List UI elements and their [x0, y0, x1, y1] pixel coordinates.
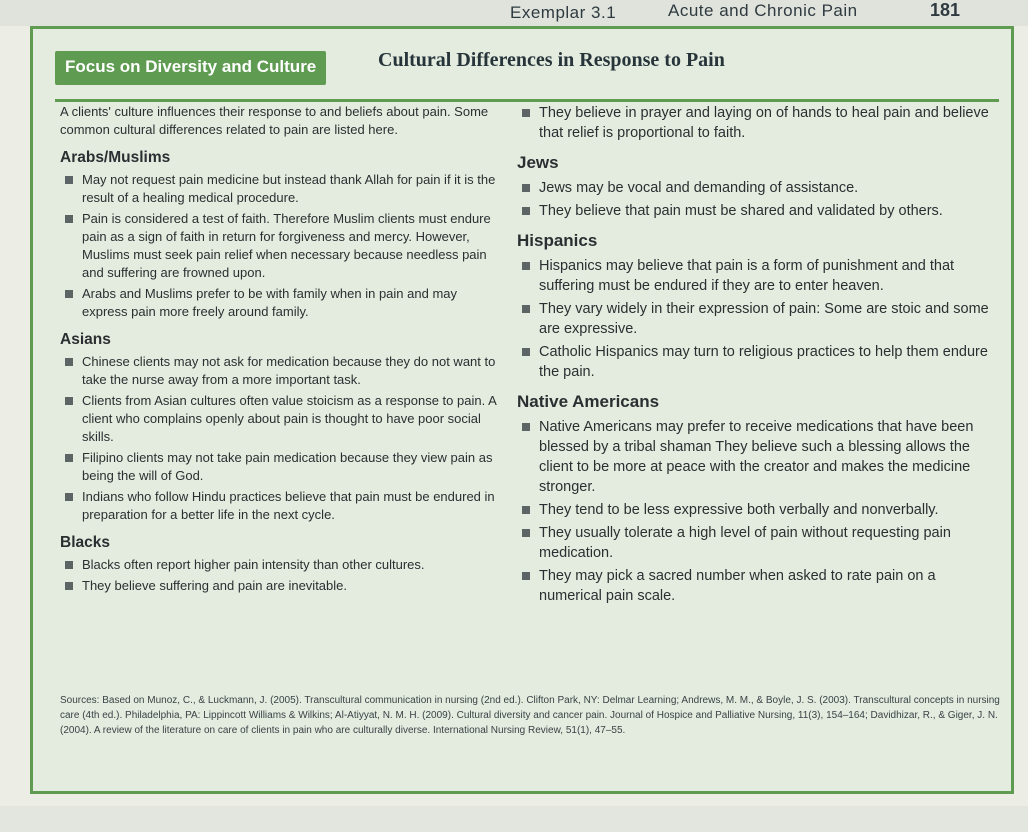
list-item	[60, 285, 500, 321]
item-text: Chinese clients may not ask for medication because they do not want to take the nurse away from a more important task.	[82, 354, 496, 387]
item-text: They believe that pain must be shared and validated by others.	[539, 203, 943, 219]
left-sections	[60, 149, 500, 595]
intro-text: A clients' culture influences their response to and beliefs about pain. Some common cultural differences related to pain are listed here.	[60, 104, 489, 137]
section-hispanics	[517, 231, 997, 382]
item-text: Native Americans may prefer to receive medications that have been blessed by a tribal shaman They believe such a blessing allows the client to be more at peace with the creator and makes the medicine stronger.	[539, 419, 974, 495]
section-heading: Asians	[60, 331, 111, 348]
list-item	[517, 178, 997, 198]
bullet-square-icon	[65, 493, 73, 501]
section-blacks	[60, 534, 500, 595]
section-heading: Jews	[517, 153, 559, 172]
left-column	[60, 103, 500, 598]
bullet-square-icon	[522, 572, 530, 580]
list-item	[517, 256, 997, 296]
section-native-americans	[517, 392, 997, 606]
list-item	[517, 201, 997, 221]
section-heading: Hispanics	[517, 231, 598, 250]
item-text: Blacks often report higher pain intensity than other cultures.	[82, 557, 425, 572]
bullet-square-icon	[522, 305, 530, 313]
item-text: May not request pain medicine but instead thank Allah for pain if it is the result of a healing medical procedure.	[82, 172, 496, 205]
bullet-square-icon	[65, 215, 73, 223]
list-item	[517, 103, 997, 143]
item-text: They tend to be less expressive both verbally and nonverbally.	[539, 502, 939, 518]
list-item	[60, 577, 500, 595]
item-text: Arabs and Muslims prefer to be with family when in pain and may express pain more freely around family.	[82, 286, 458, 319]
list-item	[60, 449, 500, 485]
bullet-square-icon	[65, 454, 73, 462]
box-title: Cultural Differences in Response to Pain	[378, 49, 725, 71]
item-text: They believe in prayer and laying on of hands to heal pain and believe that relief is proportional to faith.	[539, 105, 989, 141]
list-item	[60, 210, 500, 282]
section-heading: Arabs/Muslims	[60, 149, 171, 166]
bullet-square-icon	[65, 582, 73, 590]
item-text: They vary widely in their expression of pain: Some are stoic and some are expressive.	[539, 301, 989, 337]
bullet-square-icon	[65, 176, 73, 184]
page-bottom	[0, 806, 1028, 832]
item-text: They believe suffering and pain are inevitable.	[82, 578, 347, 593]
focus-tab: Focus on Diversity and Culture	[55, 51, 326, 85]
bullet-square-icon	[522, 262, 530, 270]
item-text: They may pick a sacred number when asked to rate pain on a numerical pain scale.	[539, 568, 936, 604]
item-text: Filipino clients may not take pain medication because they view pain as being the will of God.	[82, 450, 493, 483]
item-text: They usually tolerate a high level of pain without requesting pain medication.	[539, 525, 951, 561]
list-item	[60, 556, 500, 574]
item-text: Indians who follow Hindu practices believe that pain must be endured in preparation for a better life in the next cycle.	[82, 489, 495, 522]
culture-box	[30, 26, 1014, 794]
bullet-square-icon	[65, 397, 73, 405]
list-item	[517, 566, 997, 606]
item-text: Catholic Hispanics may turn to religious practices to help them endure the pain.	[539, 344, 988, 380]
right-column	[517, 103, 997, 609]
bullet-square-icon	[65, 561, 73, 569]
list-item	[517, 523, 997, 563]
sources-citation: Sources: Based on Munoz, C., & Luckmann, J. (2005). Transcultural communication in nursing (2nd ed.). Clifton Park, NY: Delmar Learning; Andrews, M. M., & Boyle, J. S. (2003). Transcultural concepts in nursing care (4th ed.). Philadelphia, PA: Lippincott Williams & Wilkins; Al-Atiyyat, N. M. H. (2009). Cultural diversity and cancer pain. Journal of Hospice and Palliative Nursing, 11(3), 154–164; Davidhizar, R., & Giger, J. N. (2004). A review of the literature on care of clients in pain who are culturally diverse. International Nursing Review, 51(1), 47–55.	[60, 695, 1000, 736]
item-text: Clients from Asian cultures often value stoicism as a response to pain. A client who complains openly about pain is thought to have poor social skills.	[82, 393, 497, 444]
item-text: Pain is considered a test of faith. Therefore Muslim clients must endure pain as a sign of faith in return for forgiveness and mercy. However, Muslims must seek pain relief when necessary because needless pain and suffering are frowned upon.	[82, 211, 491, 280]
section-jews	[517, 153, 997, 221]
item-text: Hispanics may believe that pain is a form of punishment and that suffering must be endured if they are to enter heaven.	[539, 258, 955, 294]
bullet-square-icon	[522, 506, 530, 514]
list-item	[517, 342, 997, 382]
list-item	[60, 353, 500, 389]
bullet-square-icon	[522, 109, 530, 117]
section-arabs-muslims	[60, 149, 500, 321]
section-heading: Blacks	[60, 534, 110, 551]
section-asians	[60, 331, 500, 524]
page-number: 181	[930, 0, 961, 20]
bullet-square-icon	[522, 423, 530, 431]
bullet-square-icon	[522, 529, 530, 537]
bullet-square-icon	[65, 358, 73, 366]
page-header	[0, 0, 1028, 26]
exemplar-label: Exemplar 3.1	[510, 3, 617, 22]
list-item	[517, 417, 997, 497]
bullet-square-icon	[522, 184, 530, 192]
bullet-square-icon	[522, 348, 530, 356]
item-text: Jews may be vocal and demanding of assistance.	[539, 180, 859, 196]
list-item	[60, 392, 500, 446]
list-item	[60, 488, 500, 524]
bullet-square-icon	[65, 290, 73, 298]
bullet-square-icon	[522, 207, 530, 215]
section-heading: Native Americans	[517, 392, 660, 411]
list-item	[517, 299, 997, 339]
list-item	[60, 171, 500, 207]
chapter-title: Acute and Chronic Pain	[668, 1, 858, 20]
list-item	[517, 500, 997, 520]
